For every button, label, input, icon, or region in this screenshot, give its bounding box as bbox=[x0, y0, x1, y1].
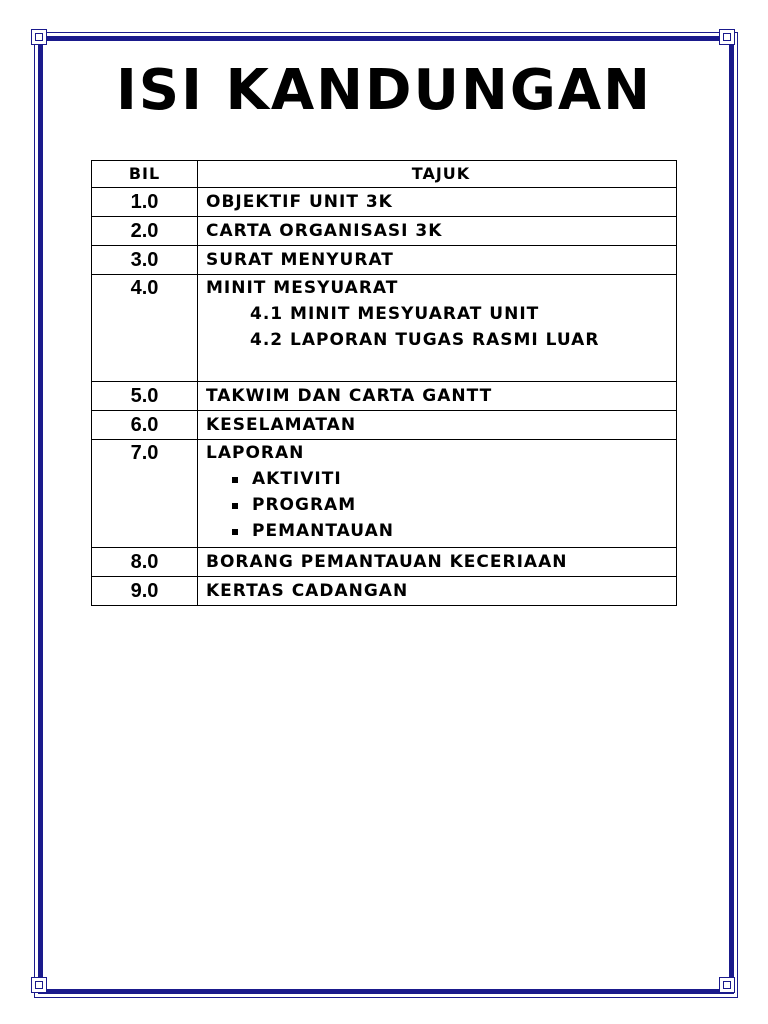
row-title: BORANG PEMANTAUAN KECERIAAN bbox=[198, 548, 677, 577]
row-title: LAPORAN bbox=[206, 443, 305, 463]
table-row bbox=[92, 577, 677, 606]
row-title: TAKWIM DAN CARTA GANTT bbox=[198, 382, 677, 411]
square-bullet-icon bbox=[232, 529, 238, 535]
list-item bbox=[228, 466, 676, 492]
row-number: 1.0 bbox=[92, 188, 198, 217]
row-number: 3.0 bbox=[92, 246, 198, 275]
list-item-label: AKTIVITI bbox=[252, 469, 342, 489]
list-item-label: PEMANTAUAN bbox=[252, 521, 394, 541]
table-row bbox=[92, 217, 677, 246]
row-title-cell bbox=[198, 275, 677, 382]
corner-ornament-top-right bbox=[719, 29, 735, 45]
row-title: OBJEKTIF UNIT 3K bbox=[198, 188, 677, 217]
contents-table bbox=[91, 160, 677, 606]
sub-item: 4.1 MINIT MESYUARAT UNIT bbox=[250, 304, 540, 324]
table-row bbox=[92, 440, 677, 548]
row-title: KESELAMATAN bbox=[198, 411, 677, 440]
row-title-cell bbox=[198, 440, 677, 548]
table-row bbox=[92, 246, 677, 275]
row-number: 6.0 bbox=[92, 411, 198, 440]
row-number: 7.0 bbox=[92, 440, 198, 548]
table-row bbox=[92, 275, 677, 382]
corner-ornament-top-left bbox=[31, 29, 47, 45]
square-bullet-icon bbox=[232, 503, 238, 509]
row-number: 4.0 bbox=[92, 275, 198, 382]
table-header-row bbox=[92, 161, 677, 188]
row-title: CARTA ORGANISASI 3K bbox=[198, 217, 677, 246]
sub-item: 4.2 LAPORAN TUGAS RASMI LUAR bbox=[250, 330, 600, 350]
header-tajuk: TAJUK bbox=[198, 161, 677, 188]
page-title: ISI KANDUNGAN bbox=[115, 58, 653, 123]
corner-ornament-bottom-left bbox=[31, 977, 47, 993]
row-number: 9.0 bbox=[92, 577, 198, 606]
row-number: 5.0 bbox=[92, 382, 198, 411]
table-row bbox=[92, 411, 677, 440]
table-row bbox=[92, 188, 677, 217]
corner-ornament-bottom-right bbox=[719, 977, 735, 993]
square-bullet-icon bbox=[232, 477, 238, 483]
row-number: 2.0 bbox=[92, 217, 198, 246]
row-title: MINIT MESYUARAT bbox=[206, 278, 399, 298]
table-row bbox=[92, 382, 677, 411]
bullet-list bbox=[206, 466, 676, 544]
table-row bbox=[92, 548, 677, 577]
list-item-label: PROGRAM bbox=[252, 495, 357, 515]
header-bil: BIL bbox=[92, 161, 198, 188]
list-item bbox=[228, 518, 676, 544]
row-title: KERTAS CADANGAN bbox=[198, 577, 677, 606]
row-number: 8.0 bbox=[92, 548, 198, 577]
row-title: SURAT MENYURAT bbox=[198, 246, 677, 275]
list-item bbox=[228, 492, 676, 518]
